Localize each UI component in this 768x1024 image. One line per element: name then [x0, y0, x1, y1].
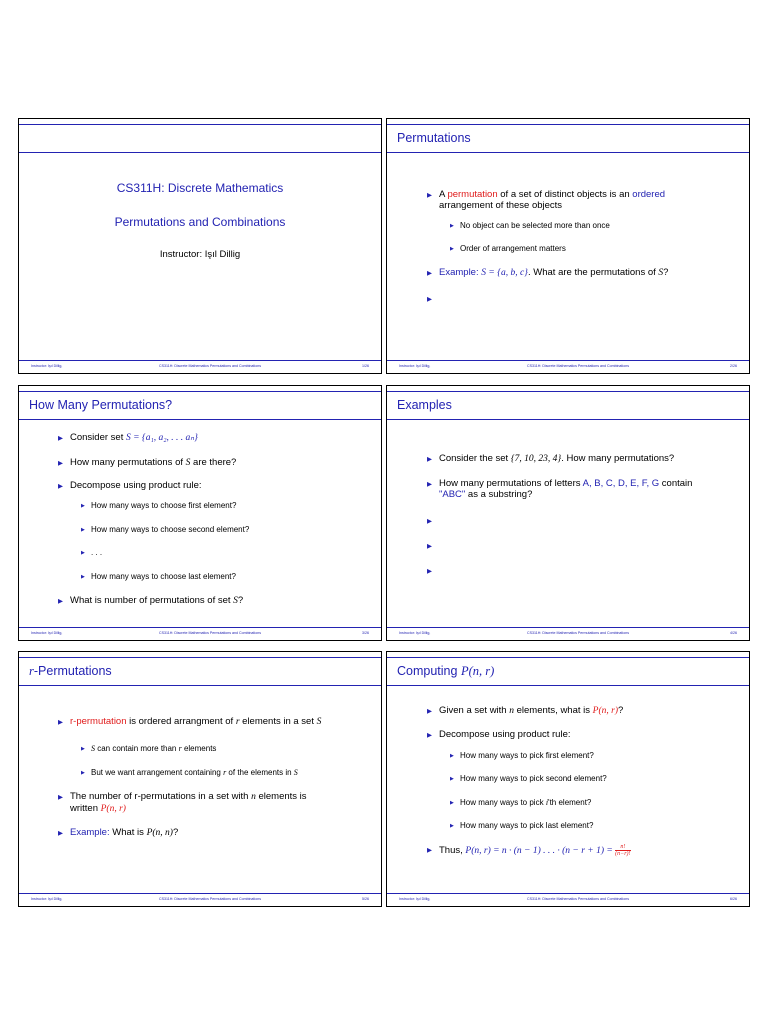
sub-bullet: ▶ How many ways to choose last element? — [91, 571, 236, 582]
bullet: ▶ Decompose using product rule: — [70, 480, 202, 491]
fraction: $\frac{n!}{(n-r)!}$ — [615, 844, 631, 857]
slide-title: Computing P(n, r) — [397, 664, 495, 678]
page-number: 6/26 — [730, 897, 737, 901]
slide-footer: Instructor: Işıl Dillig, CS311H: Discrete Mathematics Permutations and Combinations 2/26 — [387, 360, 749, 373]
bullet: ▶ The number of r-permutations in a set with n elements is written P(n, r) — [70, 791, 360, 815]
bullet: ▶ How many permutations of S are there? — [70, 457, 236, 469]
bullet: ▶ A permutation of a set of distinct objects is an ordered arrangement of these objects — [439, 189, 739, 211]
sub-bullet: ▶ How many ways to pick last element? — [460, 820, 593, 831]
deck-subtitle: Permutations and Combinations — [114, 215, 286, 229]
bullet: ▶ How many permutations of letters A, B, C, D, E, F, G contain "ABC" as a substring? — [439, 478, 739, 500]
slide-footer: Instructor: Işıl Dillig, CS311H: Discrete Mathematics Permutations and Combinations 5/26 — [19, 893, 381, 906]
sub-bullet: ▶ How many ways to choose second element? — [91, 524, 249, 535]
slide-1 — [18, 118, 382, 374]
page-number: 4/26 — [730, 631, 737, 635]
slide-3 — [18, 385, 382, 641]
slide-6 — [386, 651, 750, 907]
slide-header — [19, 119, 381, 153]
slide-footer: Instructor: Işıl Dillig, CS311H: Discrete Mathematics Permutations and Combinations 1/26 — [19, 360, 381, 373]
deck-title: CS311H: Discrete Mathematics — [116, 181, 284, 195]
slide-title: Permutations — [397, 131, 471, 145]
sub-bullet: ▶ How many ways to pick first element? — [460, 750, 594, 761]
sub-bullet: ▶ . . . — [91, 547, 102, 558]
bullet: ▶ Given a set with n elements, what is P(n, r)? — [439, 705, 623, 717]
slide-2 — [386, 118, 750, 374]
slide-title: How Many Permutations? — [29, 398, 173, 412]
bullet: ▶ Consider the set {7, 10, 23, 4}. How many permutations? — [439, 453, 674, 465]
bullet: ▶ Decompose using product rule: — [439, 729, 571, 740]
page-number: 1/26 — [362, 364, 369, 368]
bullet: ▶ What is number of permutations of set S? — [70, 595, 243, 607]
bullet: ▶ Thus, P(n, r) = n · (n − 1) . . . · (n − r + 1) = $\frac{n!}{(n-r)!}$ — [439, 844, 631, 857]
slide-footer: Instructor: Işıl Dillig, CS311H: Discrete Mathematics Permutations and Combinations 3/26 — [19, 627, 381, 640]
page-number: 3/26 — [362, 631, 369, 635]
bullet: ▶ r-permutation is ordered arrangment of r elements in a set S — [70, 716, 321, 728]
slide-title: r-Permutations — [29, 664, 112, 678]
bullet: ▶ Example: What is P(n, n)? — [70, 827, 178, 839]
slide-footer: Instructor: Işıl Dillig, CS311H: Discrete Mathematics Permutations and Combinations 6/26 — [387, 893, 749, 906]
slide-4 — [386, 385, 750, 641]
slide-title: Examples — [397, 398, 452, 412]
slide-5 — [18, 651, 382, 907]
bullet: ▶ Example: S = {a, b, c}. What are the permutations of S? — [439, 267, 668, 279]
sub-bullet: ▶ How many ways to pick second element? — [460, 773, 607, 784]
sub-bullet: ▶ But we want arrangement containing r of the elements in S — [91, 767, 298, 778]
slide-footer: Instructor: Işıl Dillig, CS311H: Discrete Mathematics Permutations and Combinations 4/26 — [387, 627, 749, 640]
sub-bullet: ▶ How many ways to choose first element? — [91, 500, 236, 511]
instructor: Instructor: Işıl Dillig — [159, 249, 241, 260]
sub-bullet: ▶ No object can be selected more than once — [460, 220, 610, 231]
bullet: ▶ Consider set S = {a₁, a₂, . . . aₙ} — [70, 432, 198, 444]
page-number: 2/26 — [730, 364, 737, 368]
sub-bullet: ▶ Order of arrangement matters — [460, 243, 566, 254]
sub-bullet: ▶ How many ways to pick i'th element? — [460, 797, 591, 808]
sub-bullet: ▶ S can contain more than r elements — [91, 743, 216, 754]
page-number: 5/26 — [362, 897, 369, 901]
